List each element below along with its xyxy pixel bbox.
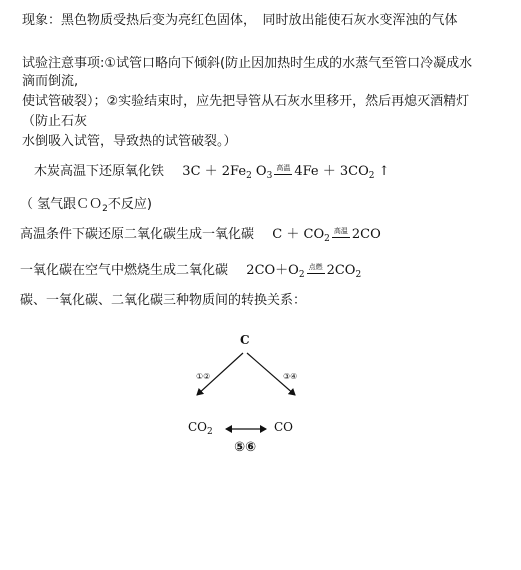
equation-co-combustion [20,262,361,284]
equation-carbon-iron-oxide [34,163,390,185]
precautions-line-5: 水倒吸入试管，导致热的试管破裂。） [22,134,237,149]
equation-2-label: 高温条件下碳还原二氧化碳生成一氧化碳 [20,227,255,242]
condition-high-temp: 高温 [274,164,292,175]
equation-3-label: 一氧化碳在空气中燃烧生成二氧化碳 [20,263,229,278]
precautions-line-2: 滴而倒流, [22,74,79,89]
phenomenon-text: 现象：黑色物质受热后变为亮红色固体， 同时放出能使石灰水变浑浊的气体 [22,13,458,28]
condition-ignite: 点燃 [307,263,325,274]
precautions-line-1: 试验注意事项:①试管口略向下倾斜(防止因加热时生成的水蒸气至管口冷凝成水 [22,56,473,71]
equation-carbon-co2 [20,226,381,248]
label-steps-3-4: ③④ [283,372,298,381]
label-steps-1-2: ①② [196,372,211,381]
equation-1-formula: $3C + 2Fe_2$ $O_3$ 高温 $4Fe + 3CO_2$ ↑ [182,164,390,181]
label-steps-5-6: ⑤⑥ [234,440,257,455]
equation-3-formula: $2CO+O_2$ 点燃 $2CO_2$ [246,263,362,280]
equation-1-label: 木炭高温下还原氧化铁 [34,164,165,179]
node-co2: $CO_2$ [188,420,213,437]
precautions-line-4: （防止石灰 [22,114,88,129]
relation-title: 碳、一氧化碳、二氧化碳三种物质间的转换关系： [20,293,307,308]
hydrogen-note: （ 氢气跟ＣＯ$_2$不反应) [20,197,152,214]
condition-high-temp: 高温 [332,227,350,238]
equation-2-formula: $C + CO_2$ 高温 2CO [272,227,381,244]
precautions-line-3: 使试管破裂）；②实验结束时，应先把导管从石灰水里移开，然后再熄灭酒精灯 [22,94,470,109]
node-co: CO [274,420,294,434]
node-carbon: C [240,333,250,347]
